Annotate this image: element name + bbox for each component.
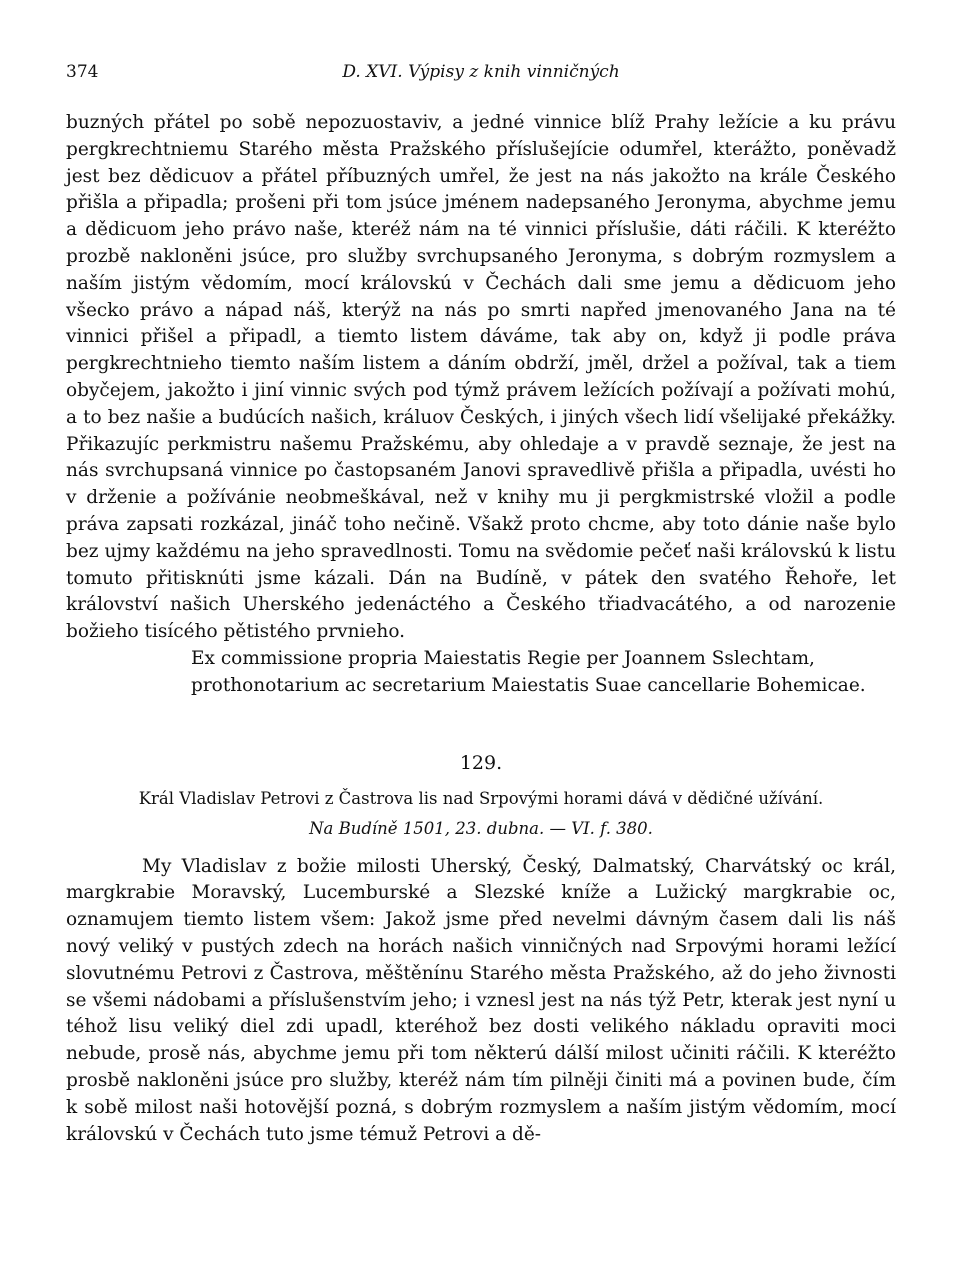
running-header <box>66 62 896 90</box>
body-paragraph: buzných přátel po sobě nepozuostaviv, a jedné vinnice blíž Prahy ležície a ku právu pergkrechtniemu Starého města Pražského příslušejície odumřel, kterážto, poněvadž jest bez dědicuov a přátel příbuzných umřel, že jest na nás jakožto na krále Českého přišla a připadla; prošeni při tom jsúce jménem nadepsaného Jeronyma, abychme jemu a dědicuom jeho právo naše, kteréž nám na té vinnici příslušie, dáti ráčili. K kteréžto prozbě nakloněni jsúce, pro služby svrchupsaného Jeronyma, s dobrým rozmyslem a naším jistým vědomím, mocí královskú v Čechách dali sme jemu a dědicuom jeho všecko právo a nápad náš, kterýž na nás po smrti napřed jmenovaného Jana na té vinnici přišel a připadl, a tiemto listem dáváme, tak aby on, když ji podle práva pergkrechtnieho tiemto naším listem a dáním obdrží, jměl, držel a požíval, tak a tiem obyčejem, jakožto i jiní vinnic svých pod týmž právem ležících požívají a požívati mohú, a to bez našie a budúcích našich, králuov Českých, i jiných všech lidí všelijaké překážky. Přikazujíc perkmistru našemu Pražskému, aby ohledaje a v pravdě seznaje, že jest na nás svrchupsaná vinnice po častopsaném Janovi spravedlivě přišla a připadla, uvésti ho v drženie a požívánie neobmeškával, než v knihy mu ji pergkmistrské vložil a podle práva zapsati rozkázal, jináč toho nečině. Všakž proto chcme, aby toto dánie naše bylo bez ujmy každému na jeho spravedlnosti. Tomu na svědomie pečeť naši královskú k listu tomuto přitisknúti jsme kázali. Dán na Budíně, v pátek den svatého Řehoře, let království našich Uherského jedenáctého a Českého třiadvacátého, a od narozenie božieho tisícého pětistého prvnieho. <box>66 112 896 643</box>
signature-line-2: prothonotarium ac secretarium Maiestatis Suae cancellarie Bohemicae. <box>191 674 866 696</box>
dateline-separator: — <box>544 818 572 838</box>
signature-line-1: Ex commissione propria Maiestatis Regie per Joannem Sslechtam, <box>191 647 815 669</box>
document-129 <box>66 750 896 1149</box>
page-body <box>66 110 896 1148</box>
dateline-source: VI. f. 380. <box>571 818 653 838</box>
dateline-place-date: Na Budíně 1501, 23. dubna. <box>309 818 545 838</box>
chancery-signature <box>66 646 896 700</box>
document-128-continuation <box>66 110 896 700</box>
page-number: 374 <box>66 62 99 82</box>
document-dateline <box>66 816 896 842</box>
running-title: D. XVI. Výpisy z knih vinničných <box>342 62 620 82</box>
body-paragraph: My Vladislav z božie milosti Uherský, Český, Dalmatský, Charvátský oc král, margkrabie Moravský, Lucemburské a Slezské kníže a Lužický margkrabie oc, oznamujem tiemto listem všem: Jakož jsme před nevelmi dávným časem dali lis náš nový veliký v pustých zdech na horách našich vinničných nad Srpovými horami ležící slovutnému Petrovi z Častrova, měštěnínu Starého města Pražského, až do jeho živnosti se všemi nádobami a příslušenstvím jeho; i vznesl jest na nás týž Petr, kterak jest nyní u téhož lisu veliký diel zdi upadl, kteréhož bez dosti velikého nákladu opraviti moci nebude, prosě nás, abychme jemu při tom některú dálší milost učiniti ráčili. K kteréžto prosbě nakloněni jsúce pro služby, kteréž nám tím pilněji činiti má a povinen bude, čím k sobě milost naši hotovější pozná, s dobrým rozmyslem a naším jistým vědomím, mocí královskú v Čechách tuto jsme témuž Petrovi a dě- <box>66 855 896 1145</box>
document-number: 129. <box>459 751 503 774</box>
document-heading: Král Vladislav Petrovi z Častrova lis nad Srpovými horami dává v dědičné užívání. <box>138 788 824 808</box>
